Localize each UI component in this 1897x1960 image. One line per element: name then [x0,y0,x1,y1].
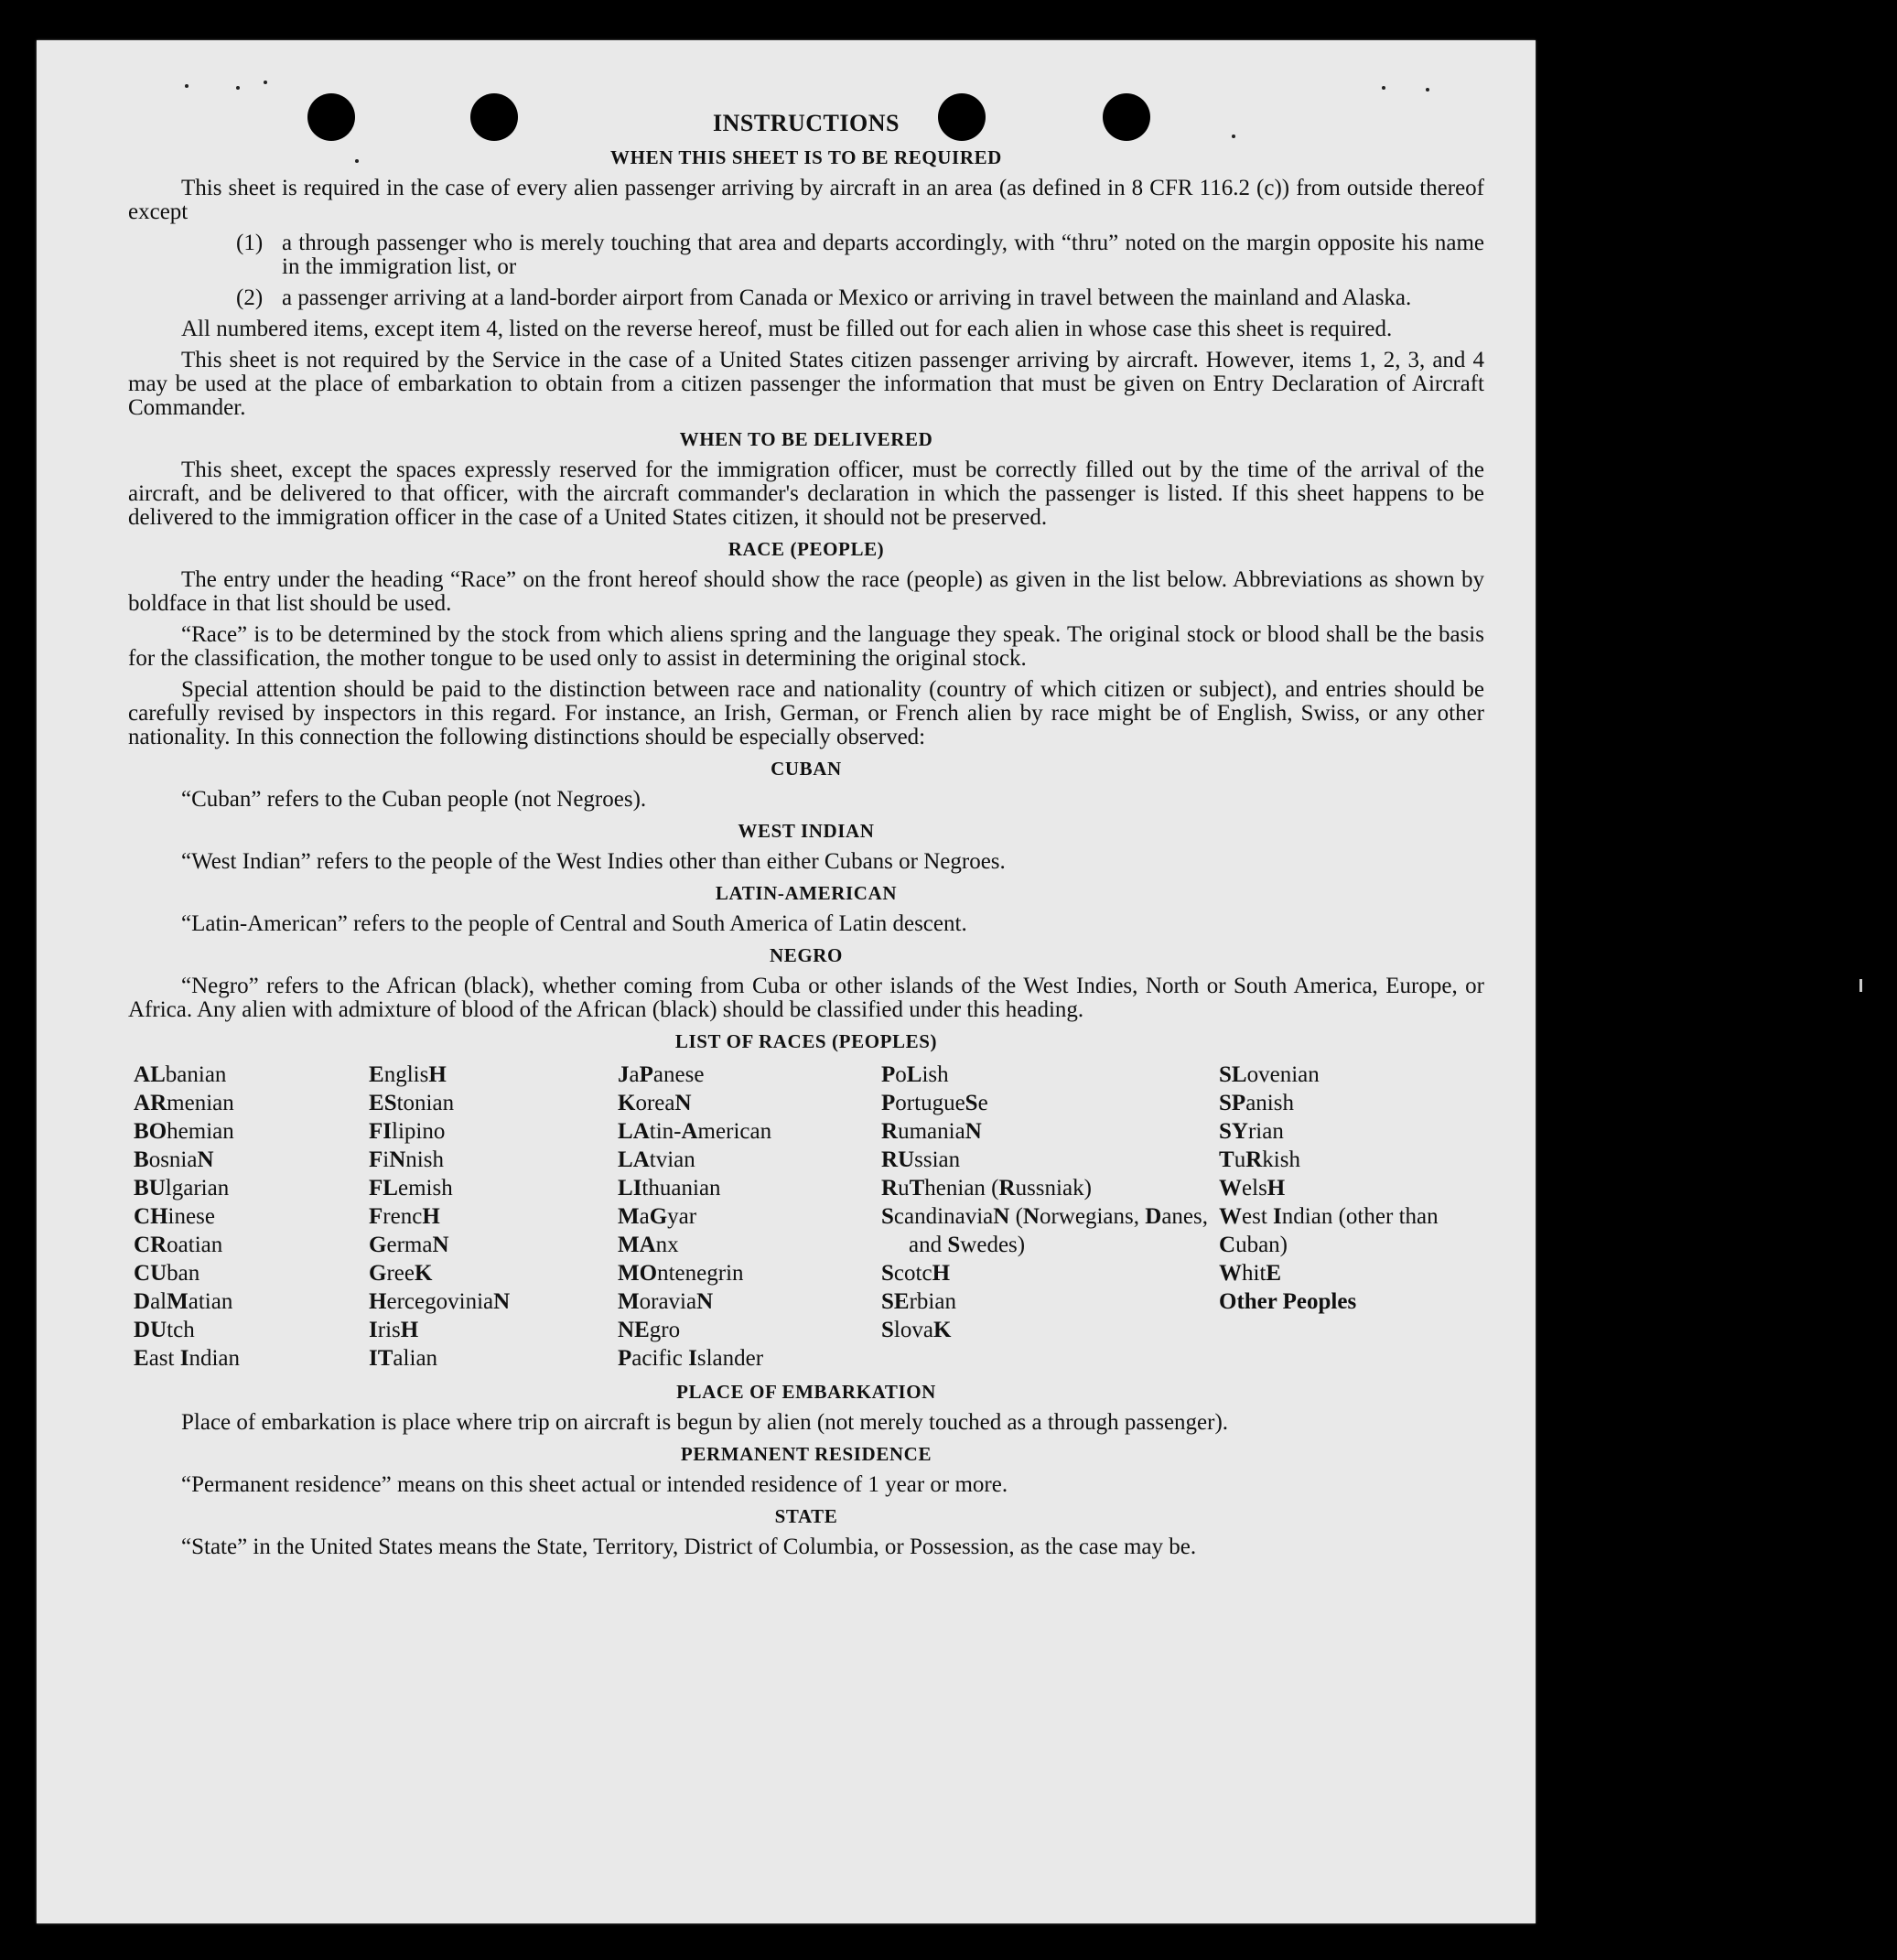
paragraph: This sheet is not required by the Service in the case of a United States citizen passenger arriving by aircraft. However, items 1, 2, 3, and 4 may be used at the place of embarkation to obtain from a citizen passenger the information that must be given on Entry Declaration of Aircraft Commander. [128,348,1484,420]
race-entry: East Indian [134,1346,241,1371]
section-heading-west-indian: WEST INDIAN [738,820,875,842]
race-entry: JaPanese [618,1062,705,1087]
race-entry: MaGyar [618,1204,697,1229]
race-entry: PoLish [881,1062,949,1087]
race-entry: ScandinaviaN (Norwegians, Danes, and Swedes) [881,1204,1209,1257]
race-entry: BosniaN [134,1147,214,1172]
section-heading-state: STATE [774,1505,838,1527]
races-column [618,1061,881,1373]
race-entry: MoraviaN [618,1289,714,1314]
section-heading-cuban: CUBAN [771,758,842,780]
paragraph: “Race” is to be determined by the stock from which aliens spring and the language they speak. The original stock or blood shall be the basis for the classification, the mother tongue to be used only to assist in determining the original stock. [128,622,1484,671]
item-number: (1) [236,231,264,255]
paragraph: Special attention should be paid to the distinction between race and nationality (country of which citizen or subject), and entries should be carefully revised by inspectors in this regard. For instance, an Irish, German, or French alien by race might be of English, Swiss, or any other nationality. In this connection the following distinctions should be especially observed: [128,677,1484,749]
race-entry: RuThenian (Russniak) [881,1176,1092,1201]
speck [1426,88,1429,92]
section-heading-embarkation: PLACE OF EMBARKATION [676,1381,936,1403]
paragraph: Place of embarkation is place where trip on aircraft is begun by alien (not merely touched as a through passenger). [181,1410,1229,1435]
race-entry: CHinese [134,1204,215,1229]
item-text: a through passenger who is merely touching that area and departs accordingly, with “thru” noted on the margin opposite his name in the immigration list, or [282,231,1484,279]
document-page [37,40,1536,1923]
paragraph: The entry under the heading “Race” on the front hereof should show the race (people) as given in the list below. Abbreviations as shown by boldface in that list should be used. [128,567,1484,616]
races-list [134,1061,1484,1373]
section-heading-race: RACE (PEOPLE) [728,538,885,560]
race-entry: WelsH [1219,1176,1286,1201]
scan-mark [1859,979,1862,992]
race-entry: FIlipino [369,1119,446,1144]
section-heading-required: WHEN THIS SHEET IS TO BE REQUIRED [610,146,1002,168]
race-entry: ITalian [369,1346,438,1371]
race-entry: TuRkish [1219,1147,1300,1172]
race-entry: RumaniaN [881,1119,982,1144]
race-entry: EnglisH [369,1062,447,1087]
instructions-content [128,110,1484,1567]
list-item [236,232,1484,279]
race-entry: NEgro [618,1318,681,1342]
paragraph: “West Indian” refers to the people of the West Indies other than either Cubans or Negroes. [181,849,1006,874]
race-entry: GreeK [369,1261,433,1286]
paragraph: “Negro” refers to the African (black), whether coming from Cuba or other islands of the West Indies, North or South America, Europe, or Africa. Any alien with admixture of blood of the African (black) should be classified under this heading. [128,974,1484,1022]
race-entry: GermaN [369,1233,449,1257]
race-entry: West Indian (other than Cuban) [1219,1204,1439,1257]
races-column [881,1061,1219,1373]
race-entry: SlovaK [881,1318,952,1342]
paragraph: This sheet is required in the case of every alien passenger arriving by aircraft in an area (as defined in 8 CFR 116.2 (c)) from outside thereof except [128,176,1484,224]
paragraph: All numbered items, except item 4, listed on the reverse hereof, must be filled out for each alien in whose case this sheet is required. [181,317,1393,341]
race-entry: EStonian [369,1091,455,1115]
race-entry: IrisH [369,1318,419,1342]
race-entry: SYrian [1219,1119,1284,1144]
race-entry: DUtch [134,1318,195,1342]
races-column [134,1061,369,1373]
race-entry: FiNnish [369,1147,444,1172]
paragraph: “State” in the United States means the State, Territory, District of Columbia, or Possession, as the case may be. [181,1535,1197,1559]
race-entry: HercegoviniaN [369,1289,511,1314]
race-entry: BUlgarian [134,1176,230,1201]
race-entry: ARmenian [134,1091,234,1115]
page-title: INSTRUCTIONS [713,110,900,136]
race-entry: CRoatian [134,1233,223,1257]
item-text: a passenger arriving at a land-border airport from Canada or Mexico or arriving in travel between the mainland and Alaska. [282,285,1412,310]
race-entry: MOntenegrin [618,1261,744,1286]
race-entry: LAtin-American [618,1119,772,1144]
section-heading-list-of-races: LIST OF RACES (PEOPLES) [674,1030,938,1052]
race-entry: WhitE [1219,1261,1282,1286]
race-entry: LIthuanian [618,1176,721,1201]
section-heading-delivered: WHEN TO BE DELIVERED [679,428,933,450]
race-entry: ALbanian [134,1062,227,1087]
races-column [1219,1061,1457,1373]
race-entry: SLovenian [1219,1062,1320,1087]
race-entry: ScotcH [881,1261,951,1286]
paragraph: This sheet, except the spaces expressly reserved for the immigration officer, must be correctly filled out by the time of the arrival of the aircraft, and be delivered to that officer, with the aircraft commander's declaration in which the passenger is listed. If this sheet happens to be delivered to the immigration officer in the case of a United States citizen, it should not be preserved. [128,458,1484,530]
race-entry: SErbian [881,1289,956,1314]
race-entry: FLemish [369,1176,453,1201]
speck [1382,86,1385,90]
section-heading-negro: NEGRO [769,944,843,966]
race-entry: FrencH [369,1204,440,1229]
paragraph: “Cuban” refers to the Cuban people (not Negroes). [181,787,647,812]
paragraph: “Permanent residence” means on this sheet actual or intended residence of 1 year or more. [181,1472,1008,1497]
speck [185,84,189,88]
race-entry: RUssian [881,1147,961,1172]
race-entry: BOhemian [134,1119,234,1144]
race-entry: MAnx [618,1233,679,1257]
race-entry: LAtvian [618,1147,695,1172]
race-entry: PortugueSe [881,1091,988,1115]
speck [264,81,267,84]
section-heading-latin-american: LATIN-AMERICAN [715,882,898,904]
race-entry: DalMatian [134,1289,233,1314]
race-entry: Other Peoples [1219,1289,1357,1314]
speck [236,86,240,90]
list-item [236,286,1484,310]
item-number: (2) [236,285,264,310]
races-column [369,1061,618,1373]
paragraph: “Latin-American” refers to the people of Central and South America of Latin descent. [181,911,967,936]
race-entry: SPanish [1219,1091,1294,1115]
race-entry: KoreaN [618,1091,692,1115]
section-heading-residence: PERMANENT RESIDENCE [680,1443,932,1465]
race-entry: CUban [134,1261,200,1286]
race-entry: Pacific Islander [618,1346,764,1371]
